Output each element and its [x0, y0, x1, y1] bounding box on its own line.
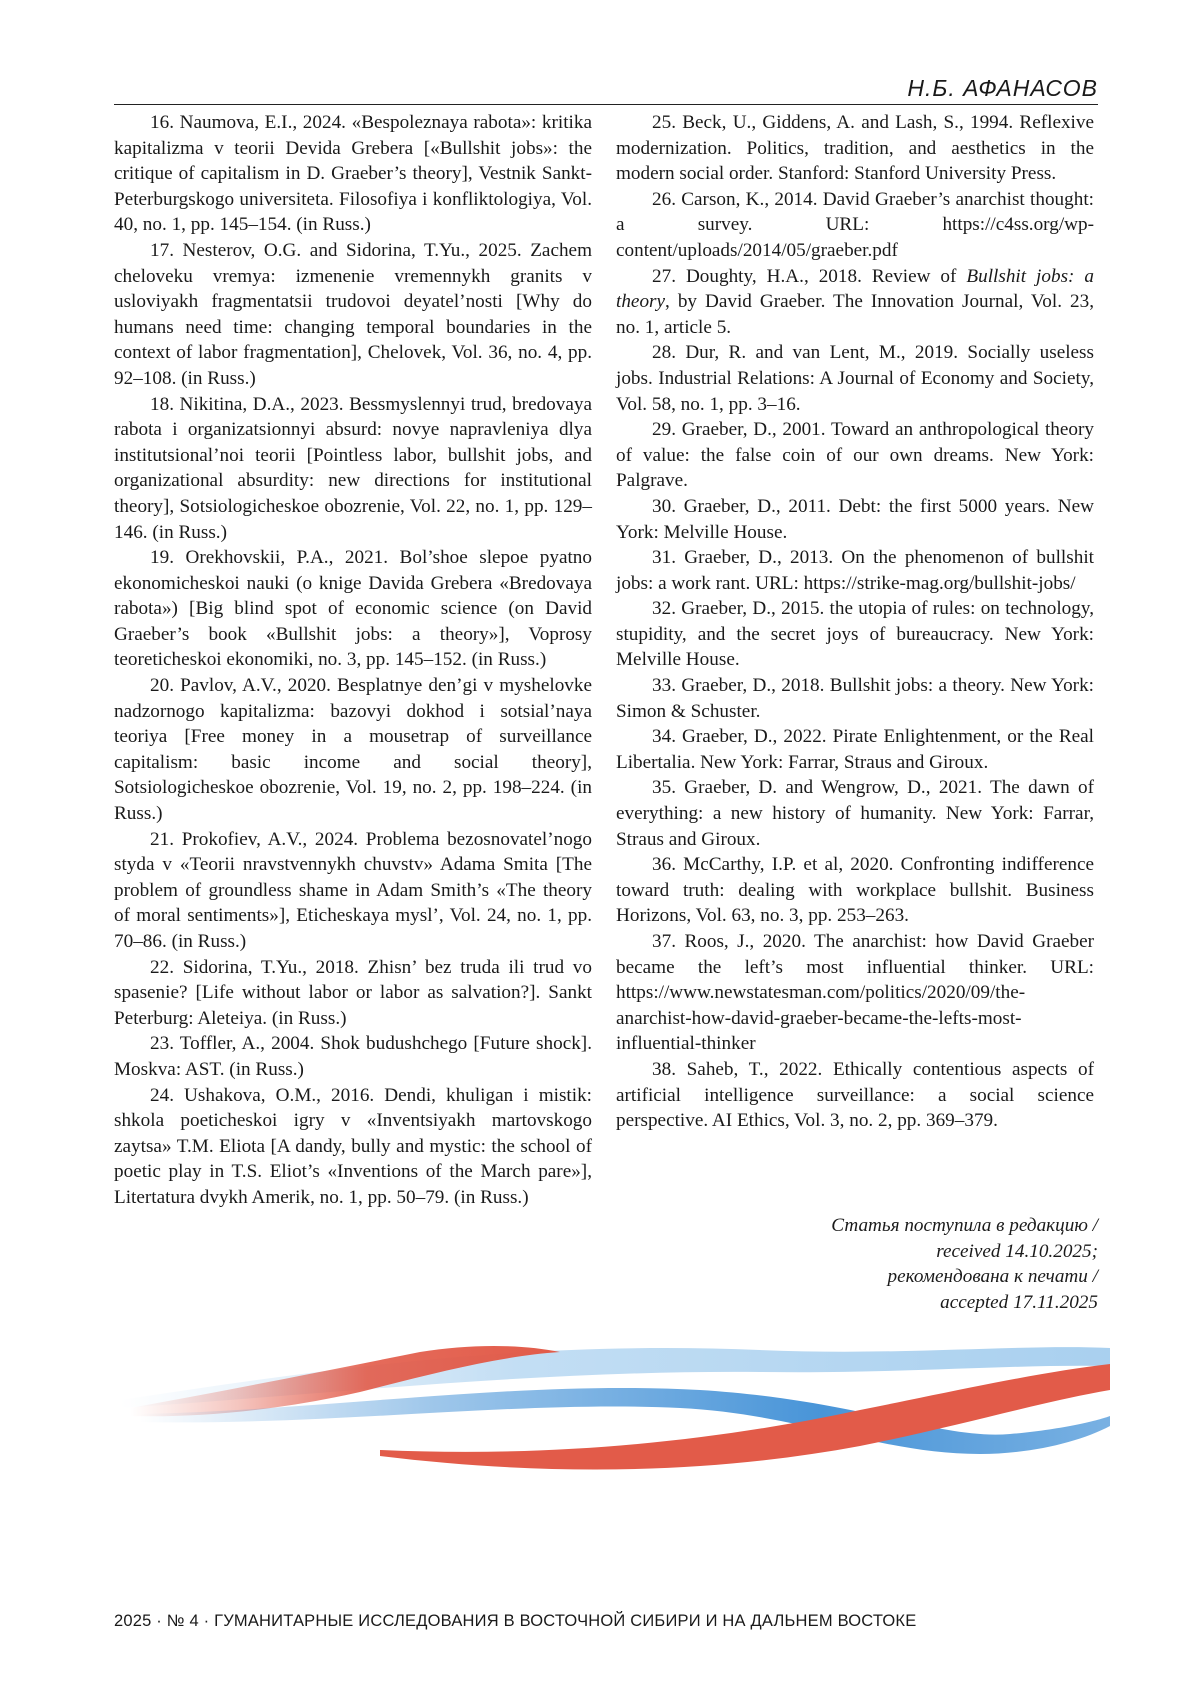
received-line-1: Статья поступила в редакцию / — [831, 1215, 1098, 1236]
reference-text: , by David Graeber. The Innovation Journal, Vol. 23, no. 1, article 5. — [616, 291, 1094, 338]
reference-item: 33. Graeber, D., 2018. Bullshit jobs: a theory. New York: Simon & Schuster. — [616, 675, 1094, 722]
reference-item: 19. Orekhovskii, P.A., 2021. Bol’shoe slepoe pyatno ekonomicheskoi nauki (o knige Davida Grebera «Bredovaya rabota») [Big blind spot of economic science (on David Graeber’s book «Bullshit jobs: a theory»], Voprosy teoreticheskoi ekonomiki, no. 3, pp. 145–152. (in Russ.) — [114, 547, 592, 671]
reference-item: 26. Carson, K., 2014. David Graeber’s anarchist thought: a survey. URL: https://c4ss.org/wp-content/uploads/2014/05/graeber.pdf — [616, 188, 1094, 261]
reference-item: 21. Prokofiev, A.V., 2024. Problema bezosnovatel’nogo styda v «Teorii nravstvennykh chuvstv» Adama Smita [The problem of groundless shame in Adam Smith’s «The theory of moral sentiments»], Eticheskaya mysl’, Vol. 24, no. 1, pp. 70–86. (in Russ.) — [114, 828, 592, 952]
reference-item: 38. Saheb, T., 2022. Ethically contentious aspects of artificial intelligence surveillance: a social science perspective. AI Ethics, Vol. 3, no. 2, pp. 369–379. — [616, 1058, 1094, 1132]
received-line-3: рекомендована к печати / — [887, 1266, 1098, 1288]
reference-item: 28. Dur, R. and van Lent, M., 2019. Socially useless jobs. Industrial Relations: A Journal of Economy and Society, Vol. 58, no. 1, pp. 3–16. — [616, 342, 1094, 415]
reference-item: 17. Nesterov, O.G. and Sidorina, T.Yu., 2025. Zachem cheloveku vremya: izmenenie vremennykh granits v usloviyakh fragmentatsii trudovoi deyatel’nosti [Why do humans need time: changing temporal boundaries in the context of labor fragmentation], Chelovek, Vol. 36, no. 4, pp. 92–108. (in Russ.) — [114, 239, 592, 389]
reference-item: 32. Graeber, D., 2015. the utopia of rules: on technology, stupidity, and the secret joys of bureaucracy. New York: Melville House. — [616, 598, 1094, 671]
received-line-2: received 14.10.2025; — [936, 1240, 1098, 1262]
running-head-author: Н.Б. АФАНАСОВ — [114, 74, 1098, 105]
reference-item: 18. Nikitina, D.A., 2023. Bessmyslennyi trud, bredovaya rabota i organizatsionnyi absurd: novye napravleniya dlya institutsional’noi teorii [Pointless labor, bullshit jobs, and organizational absurdity: new directions for institutional theory], Sotsiologicheskoe obozrenie, Vol. 22, no. 1, pp. 129–146. (in Russ.) — [114, 393, 592, 543]
reference-item: 37. Roos, J., 2020. The anarchist: how David Graeber became the left’s most influential thinker. URL: https://www.newstatesman.com/politics/2020/09/the-anarchist-how-david-graeber-became-the-lefts-most-influential-thinker — [616, 931, 1094, 1055]
references-right-column — [616, 110, 1094, 1134]
reference-italic-title: Bullshit jobs: a theory — [616, 265, 1094, 313]
reference-item: 35. Graeber, D. and Wengrow, D., 2021. The dawn of everything: a new history of humanity. New York: Farrar, Straus and Giroux. — [616, 777, 1094, 850]
reference-item: 22. Sidorina, T.Yu., 2018. Zhisn’ bez truda ili trud vo spasenie? [Life without labor or labor as salvation?]. Sankt Peterburg: Aleteiya. (in Russ.) — [114, 956, 592, 1029]
reference-item: 25. Beck, U., Giddens, A. and Lash, S., 1994. Reflexive modernization. Politics, tradition, and aesthetics in the modern social order. Stanford: Stanford University Press. — [616, 112, 1094, 185]
reference-item — [616, 264, 1094, 341]
journal-footer: 2025 · № 4 · ГУМАНИТАРНЫЕ ИССЛЕДОВАНИЯ В ВОСТОЧНОЙ СИБИРИ И НА ДАЛЬНЕМ ВОСТОКЕ — [114, 1612, 917, 1630]
reference-item: 34. Graeber, D., 2022. Pirate Enlightenment, or the Real Libertalia. New York: Farrar, Straus and Giroux. — [616, 726, 1094, 773]
reference-item: 36. McCarthy, I.P. et al, 2020. Confronting indifference toward truth: dealing with workplace bullshit. Business Horizons, Vol. 63, no. 3, pp. 253–263. — [616, 854, 1094, 927]
reference-item: 20. Pavlov, A.V., 2020. Besplatnye den’gi v myshelovke nadzornogo kapitalizma: bazovyi dokhod i sotsial’naya teoriya [Free money in a mousetrap of surveillance capitalism: basic income and social theory], Sotsiologicheskoe obozrenie, Vol. 19, no. 2, pp. 198–224. (in Russ.) — [114, 675, 592, 825]
received-accepted-note — [616, 1213, 1098, 1315]
decorative-wave-ribbon — [0, 1330, 1200, 1490]
reference-item: 16. Naumova, E.I., 2024. «Bespoleznaya rabota»: kritika kapitalizma v teorii Devida Grebera [«Bullshit jobs»: the critique of capitalism in D. Graeber’s theory], Vestnik Sankt-Peterburgskogo universiteta. Filosofiya i konfliktologiya, Vol. 40, no. 1, pp. 145–154. (in Russ.) — [114, 112, 592, 236]
reference-item: 23. Toffler, A., 2004. Shok budushchego [Future shock]. Moskva: AST. (in Russ.) — [114, 1033, 592, 1080]
reference-item: 31. Graeber, D., 2013. On the phenomenon of bullshit jobs: a work rant. URL: https://strike-mag.org/bullshit-jobs/ — [616, 547, 1094, 594]
reference-item: 30. Graeber, D., 2011. Debt: the first 5000 years. New York: Melville House. — [616, 495, 1094, 543]
reference-item: 24. Ushakova, O.M., 2016. Dendi, khuligan i mistik: shkola poeticheskoi igry v «Inventsiyakh martovskogo zaytsa» T.M. Eliota [A dandy, bully and mystic: the school of poetic play in T.S. Eliot’s «Inventions of the March pare»], Litertatura dvykh Amerik, no. 1, pp. 50–79. (in Russ.) — [114, 1084, 592, 1208]
received-line-4: accepted 17.11.2025 — [940, 1291, 1098, 1313]
reference-item: 29. Graeber, D., 2001. Toward an anthropological theory of value: the false coin of our own dreams. New York: Palgrave. — [616, 419, 1094, 492]
references-left-column — [114, 110, 592, 1211]
reference-text: 27. Doughty, H.A., 2018. Review of — [652, 265, 967, 287]
